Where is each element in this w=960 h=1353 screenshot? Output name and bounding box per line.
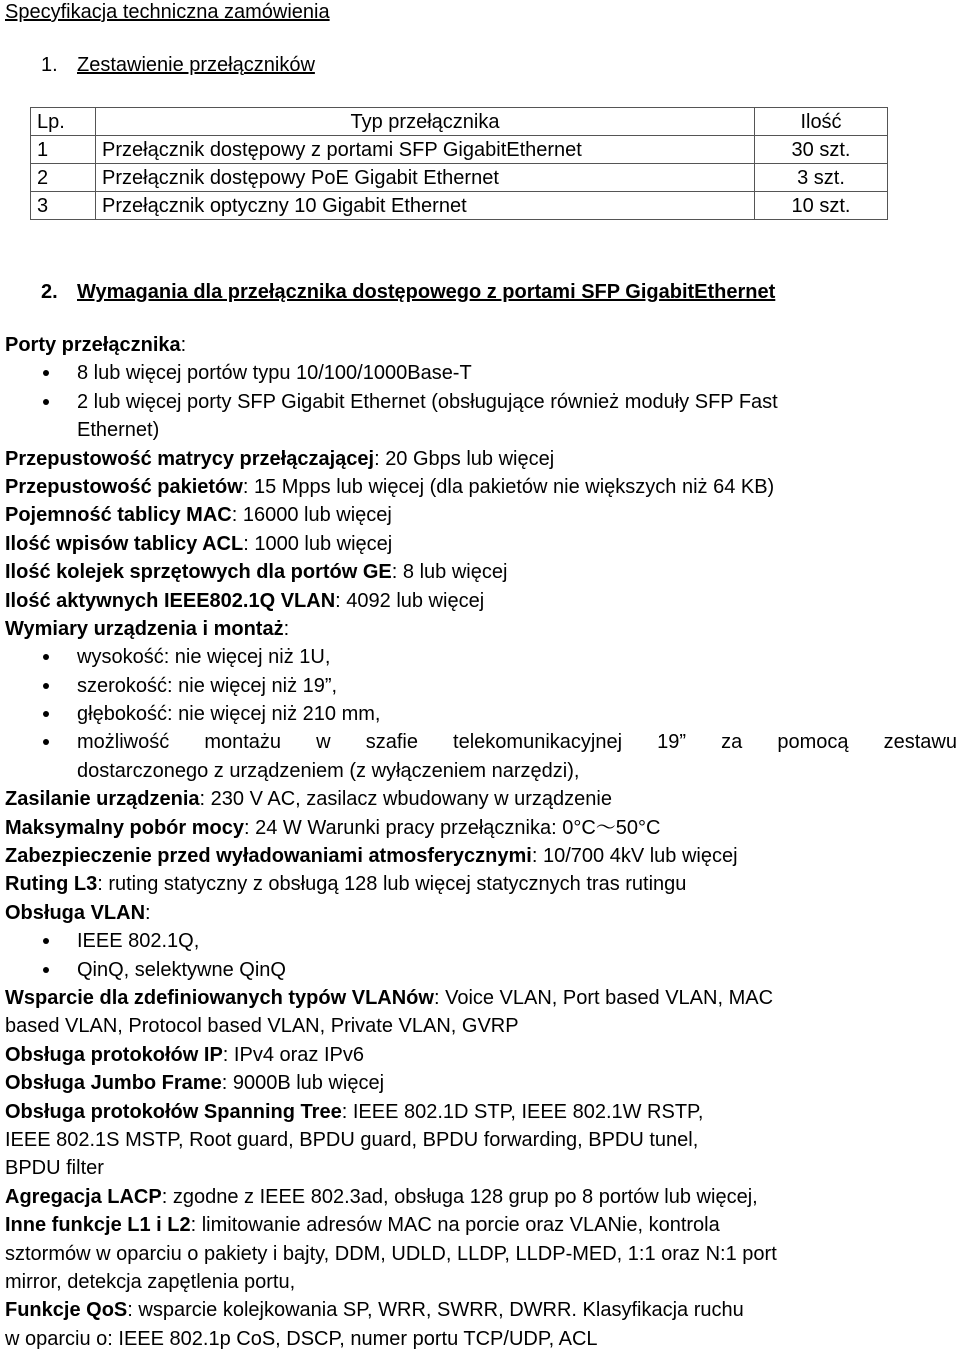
spec-stp-cont: IEEE 802.1S MSTP, Root guard, BPDU guard, BPDU forwarding, BPDU tunel, bbox=[5, 1128, 699, 1151]
spec-queues: Ilość kolejek sprzętowych dla portów GE: 8 lub więcej bbox=[5, 561, 508, 584]
section-1-title: Zestawienie przełączników bbox=[77, 54, 315, 76]
list-item-continuation: Ethernet) bbox=[77, 419, 160, 442]
document-title: Specyfikacja techniczna zamówienia bbox=[5, 1, 330, 23]
list-item: QinQ, selektywne QinQ bbox=[5, 956, 957, 984]
spec-vlan-types-cont: based VLAN, Protocol based VLAN, Private VLAN, GVRP bbox=[5, 1015, 519, 1038]
cell-lp: 3 bbox=[31, 192, 96, 220]
spec-acl: Ilość wpisów tablicy ACL: 1000 lub więcej bbox=[5, 532, 393, 555]
spec-ports-label: Porty przełącznika: bbox=[5, 334, 187, 356]
cell-type: Przełącznik dostępowy z portami SFP GigabitEthernet bbox=[96, 136, 755, 164]
spec-other: Inne funkcje L1 i L2: limitowanie adresów MAC na porcie oraz VLANie, kontrola bbox=[5, 1214, 720, 1237]
section-1-number: 1. bbox=[41, 54, 58, 76]
bullet-icon bbox=[43, 683, 49, 689]
cell-qty: 10 szt. bbox=[755, 192, 888, 220]
list-item: 8 lub więcej portów typu 10/100/1000Base-T bbox=[5, 359, 957, 387]
section-2-heading bbox=[41, 278, 775, 306]
spec-routing: Ruting L3: ruting statyczny z obsługą 128 lub więcej statycznych tras rutingu bbox=[5, 873, 687, 896]
section-1-heading bbox=[41, 51, 315, 79]
spec-qos-cont: w oparciu o: IEEE 802.1p CoS, DSCP, numer portu TCP/UDP, ACL bbox=[5, 1327, 598, 1350]
spec-other-cont: mirror, detekcja zapętlenia portu, bbox=[5, 1270, 296, 1293]
bullet-icon bbox=[43, 711, 49, 717]
bullet-icon bbox=[43, 399, 49, 405]
spec-vlan-types: Wsparcie dla zdefiniowanych typów VLANów: Voice VLAN, Port based VLAN, MAC bbox=[5, 986, 774, 1009]
spec-matrix: Przepustowość matrycy przełączającej: 20 Gbps lub więcej bbox=[5, 447, 555, 470]
header-lp: Lp. bbox=[31, 108, 96, 136]
spec-ip: Obsługa protokołów IP: IPv4 oraz IPv6 bbox=[5, 1043, 364, 1066]
bullet-icon bbox=[43, 967, 49, 973]
cell-qty: 3 szt. bbox=[755, 164, 888, 192]
spec-vlan-label: Obsługa VLAN: bbox=[5, 901, 151, 924]
spec-stp: Obsługa protokołów Spanning Tree: IEEE 802.1D STP, IEEE 802.1W RSTP, bbox=[5, 1100, 704, 1123]
table-header-row bbox=[31, 108, 888, 136]
list-item: wysokość: nie więcej niż 1U, bbox=[5, 643, 957, 671]
cell-lp: 1 bbox=[31, 136, 96, 164]
spec-mac: Pojemność tablicy MAC: 16000 lub więcej bbox=[5, 504, 392, 527]
spec-other-cont: sztormów w oparciu o pakiety i bajty, DDM, UDLD, LLDP, LLDP-MED, 1:1 oraz N:1 port bbox=[5, 1242, 777, 1265]
bullet-icon bbox=[43, 739, 49, 745]
switch-summary-table bbox=[30, 107, 888, 220]
list-item: 2 lub więcej porty SFP Gigabit Ethernet (obsługujące również moduły SFP Fast bbox=[5, 388, 957, 416]
bullet-icon bbox=[43, 654, 49, 660]
spec-surge: Zabezpieczenie przed wyładowaniami atmosferycznymi: 10/700 4kV lub więcej bbox=[5, 845, 738, 868]
spec-power: Zasilanie urządzenia: 230 V AC, zasilacz wbudowany w urządzenie bbox=[5, 788, 612, 811]
list-item: szerokość: nie więcej niż 19”, bbox=[5, 672, 957, 700]
cell-lp: 2 bbox=[31, 164, 96, 192]
cell-qty: 30 szt. bbox=[755, 136, 888, 164]
spec-lacp: Agregacja LACP: zgodne z IEEE 802.3ad, obsługa 128 grup po 8 portów lub więcej, bbox=[5, 1185, 758, 1208]
spec-dims-label: Wymiary urządzenia i montaż: bbox=[5, 617, 290, 640]
header-type: Typ przełącznika bbox=[96, 108, 755, 136]
list-item: możliwość montażu w szafie telekomunikacyjnej 19” za pomocą zestawu bbox=[5, 728, 957, 756]
cell-type: Przełącznik optyczny 10 Gigabit Ethernet bbox=[96, 192, 755, 220]
bullet-icon bbox=[43, 370, 49, 376]
spec-qos: Funkcje QoS: wsparcie kolejkowania SP, WRR, SWRR, DWRR. Klasyfikacja ruchu bbox=[5, 1299, 744, 1322]
spec-body bbox=[5, 331, 957, 1353]
cell-type: Przełącznik dostępowy PoE Gigabit Ethernet bbox=[96, 164, 755, 192]
table-row bbox=[31, 164, 888, 192]
spec-stp-cont: BPDU filter bbox=[5, 1157, 104, 1180]
spec-vlan-count: Ilość aktywnych IEEE802.1Q VLAN: 4092 lub więcej bbox=[5, 589, 485, 612]
bullet-icon bbox=[43, 938, 49, 944]
list-item: głębokość: nie więcej niż 210 mm, bbox=[5, 700, 957, 728]
spec-jumbo: Obsługa Jumbo Frame: 9000B lub więcej bbox=[5, 1072, 385, 1095]
section-2-title: Wymagania dla przełącznika dostępowego z portami SFP GigabitEthernet bbox=[77, 281, 776, 303]
spec-maxpower: Maksymalny pobór mocy: 24 W Warunki pracy przełącznika: 0°C～50°C bbox=[5, 816, 661, 839]
list-item-continuation: dostarczonego z urządzeniem (z wyłączeniem narzędzi), bbox=[77, 759, 580, 782]
table-row bbox=[31, 192, 888, 220]
list-item: IEEE 802.1Q, bbox=[5, 927, 957, 955]
spec-packets: Przepustowość pakietów: 15 Mpps lub więcej (dla pakietów nie większych niż 64 KB) bbox=[5, 475, 775, 498]
table-row bbox=[31, 136, 888, 164]
section-2-number: 2. bbox=[41, 281, 58, 303]
header-qty: Ilość bbox=[755, 108, 888, 136]
